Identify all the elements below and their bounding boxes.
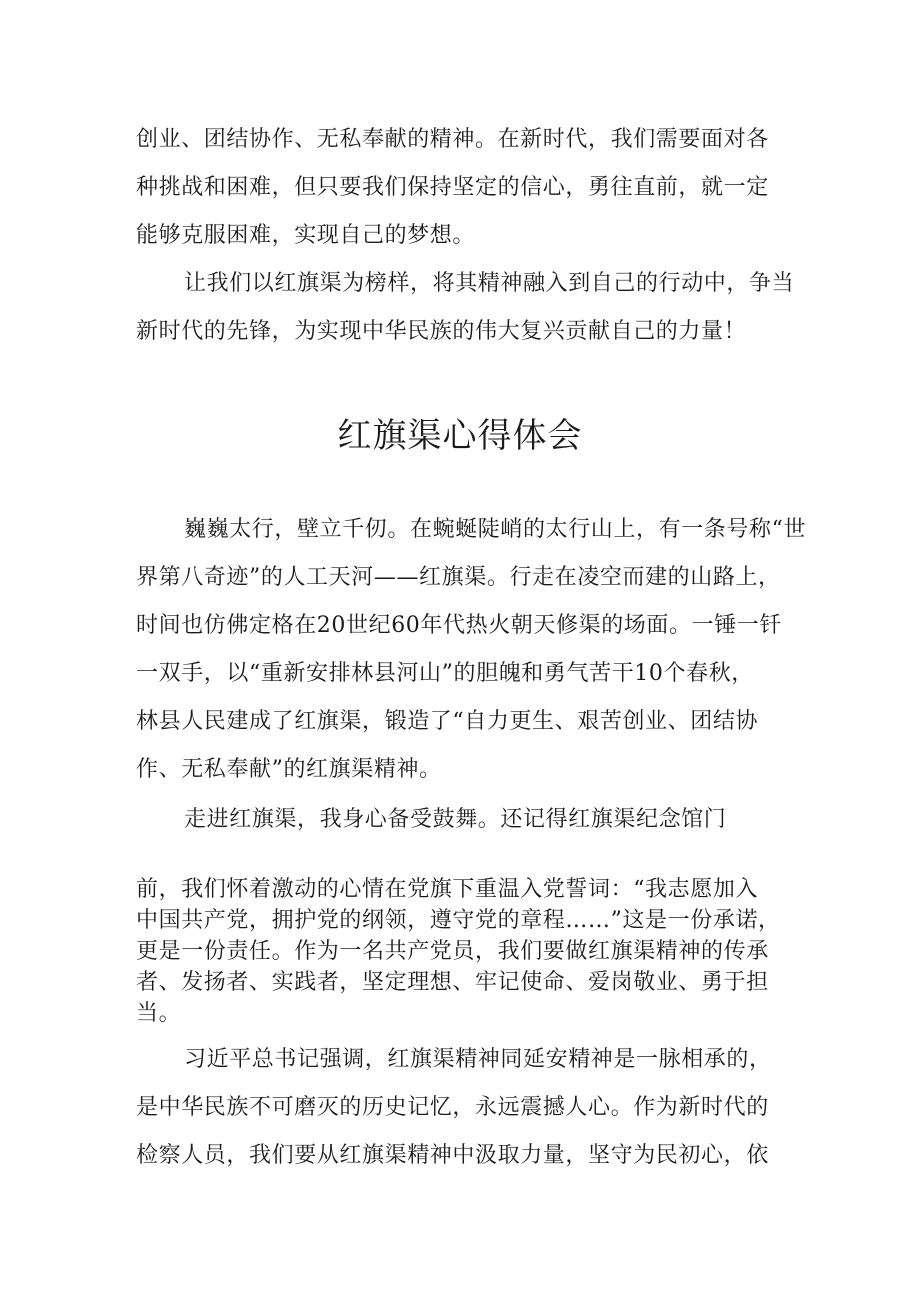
paragraph-oath [136,874,796,1029]
text-line: 让我们以红旗渠为榜样，将其精神融入到自己的行动中，争当 [184,271,795,296]
text-line: 林县人民建成了红旗渠，锻造了“自力更生、艰苦创业、团结协 [136,709,759,734]
paragraph-visit [136,796,796,844]
text-line: 一双手，以“重新安排林县河山”的胆魄和勇气苦干10个春秋， [136,661,754,686]
text-line: 前，我们怀着激动的心情在党旗下重温入党誓词：“我志愿加入 [136,877,759,902]
text-line: 是中华民族不可磨灭的历史记忆，永远震撼人心。作为新时代的 [136,1095,769,1120]
text-line: 当。 [136,1001,182,1026]
text-line: 习近平总书记强调，红旗渠精神同延安精神是一脉相承的， [184,1047,772,1072]
text-line: 检察人员，我们要从红旗渠精神中汲取力量，坚守为民初心，依 [136,1143,769,1168]
text-line: 能够克服困难，实现自己的梦想。 [136,223,476,248]
text-line: 巍巍太行，壁立千仞。在蜿蜒陡峭的太行山上，有一条号称“世 [184,517,807,542]
text-line: 种挑战和困难，但只要我们保持坚定的信心，勇往直前，就一定 [136,175,769,200]
document-title: 红旗渠心得体会 [337,416,583,456]
paragraph-continuation [136,116,796,260]
text-line: 更是一份责任。作为一名共产党员，我们要做红旗渠精神的传承 [136,939,769,964]
text-line: 新时代的先锋，为实现中华民族的伟大复兴贡献自己的力量！ [136,319,747,344]
paragraph-speech [136,1036,796,1180]
text-line: 者、发扬者、实践者，坚定理想、牢记使命、爱岗敬业、勇于担 [136,970,769,995]
text-line: 中国共产党，拥护党的纲领，遵守党的章程……”这是一份承诺， [136,908,781,933]
text-line: 作、无私奉献”的红旗渠精神。 [136,757,442,782]
paragraph-closing [136,260,796,356]
text-line: 界第八奇迹”的人工天河——红旗渠。行走在凌空而建的山路上， [136,565,781,590]
text-line: 走进红旗渠，我身心备受鼓舞。还记得红旗渠纪念馆门 [184,807,727,832]
text-line: 时间也仿佛定格在20世纪60年代热火朝天修渠的场面。一锤一钎 [136,613,782,638]
text-line: 创业、团结协作、无私奉献的精神。在新时代，我们需要面对各 [136,127,769,152]
paragraph-intro [136,506,807,794]
